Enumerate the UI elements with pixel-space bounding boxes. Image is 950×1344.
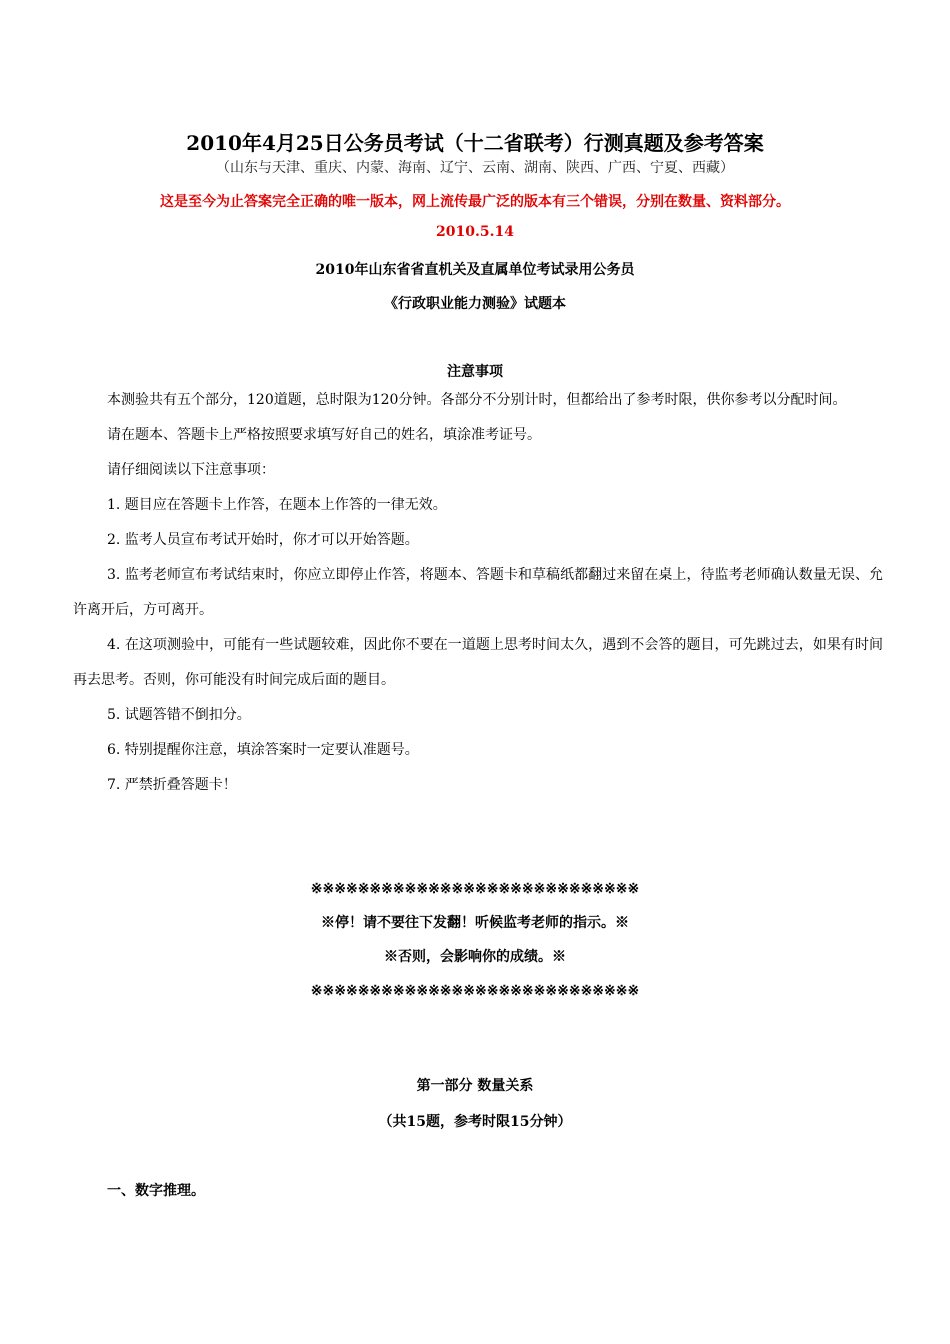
document-title: 2010年4月25日公务员考试（十二省联考）行测真题及参考答案	[186, 131, 764, 155]
notes-item: 2. 监考人员宣布考试开始时，你才可以开始答题。	[107, 532, 419, 548]
notes-intro: 本测验共有五个部分，120道题，总时限为120分钟。各部分不分别计时，但都给出了参考时限，供你参考以分配时间。	[107, 392, 847, 408]
part1-subtitle: （共15题，参考时限15分钟）	[378, 1114, 572, 1130]
regions-subtitle: （山东与天津、重庆、内蒙、海南、辽宁、云南、湖南、陕西、广西、宁夏、西藏）	[216, 160, 734, 176]
notes-heading: 注意事项	[447, 364, 503, 380]
notes-read-carefully: 请仔细阅读以下注意事项：	[107, 462, 275, 478]
notes-item: 6. 特别提醒你注意，填涂答案时一定要认准题号。	[107, 742, 419, 758]
part1-title: 第一部分 数量关系	[416, 1078, 534, 1094]
section-heading: 一、数字推理。	[107, 1183, 205, 1199]
document-date: 2010.5.14	[436, 224, 514, 240]
notes-item: 5. 试题答错不倒扣分。	[107, 707, 251, 723]
notes-item: 7. 严禁折叠答题卡！	[107, 777, 237, 793]
stop-border-bottom: ※※※※※※※※※※※※※※※※※※※※※※※※※※※※	[310, 983, 640, 999]
exam-name: 2010年山东省省直机关及直属单位考试录用公务员	[315, 262, 635, 278]
notes-item: 1. 题目应在答题卡上作答，在题本上作答的一律无效。	[107, 497, 447, 513]
version-notice: 这是至今为止答案完全正确的唯一版本，网上流传最广泛的版本有三个错误，分别在数量、资料部分。	[160, 194, 790, 210]
notes-fill-in: 请在题本、答题卡上严格按照要求填写好自己的姓名，填涂准考证号。	[107, 427, 541, 443]
stop-border-top: ※※※※※※※※※※※※※※※※※※※※※※※※※※※※	[310, 881, 640, 897]
notes-item: 3. 监考老师宣布考试结束时，你应立即停止作答，将题本、答题卡和草稿纸都翻过来留在桌上，待监考老师确认数量无误、允许离开后，方可离开。	[73, 567, 883, 618]
stop-line-2: ※否则，会影响你的成绩。※	[384, 949, 566, 965]
stop-line-1: ※停！请不要往下发翻！听候监考老师的指示。※	[321, 915, 629, 931]
notes-item: 4. 在这项测验中，可能有一些试题较难，因此你不要在一道题上思考时间太久，遇到不会答的题目，可先跳过去，如果有时间再去思考。否则，你可能没有时间完成后面的题目。	[73, 637, 883, 688]
stop-warning-block	[0, 872, 950, 1008]
notes-body	[73, 383, 883, 803]
booklet-title: 《行政职业能力测验》试题本	[384, 296, 566, 312]
